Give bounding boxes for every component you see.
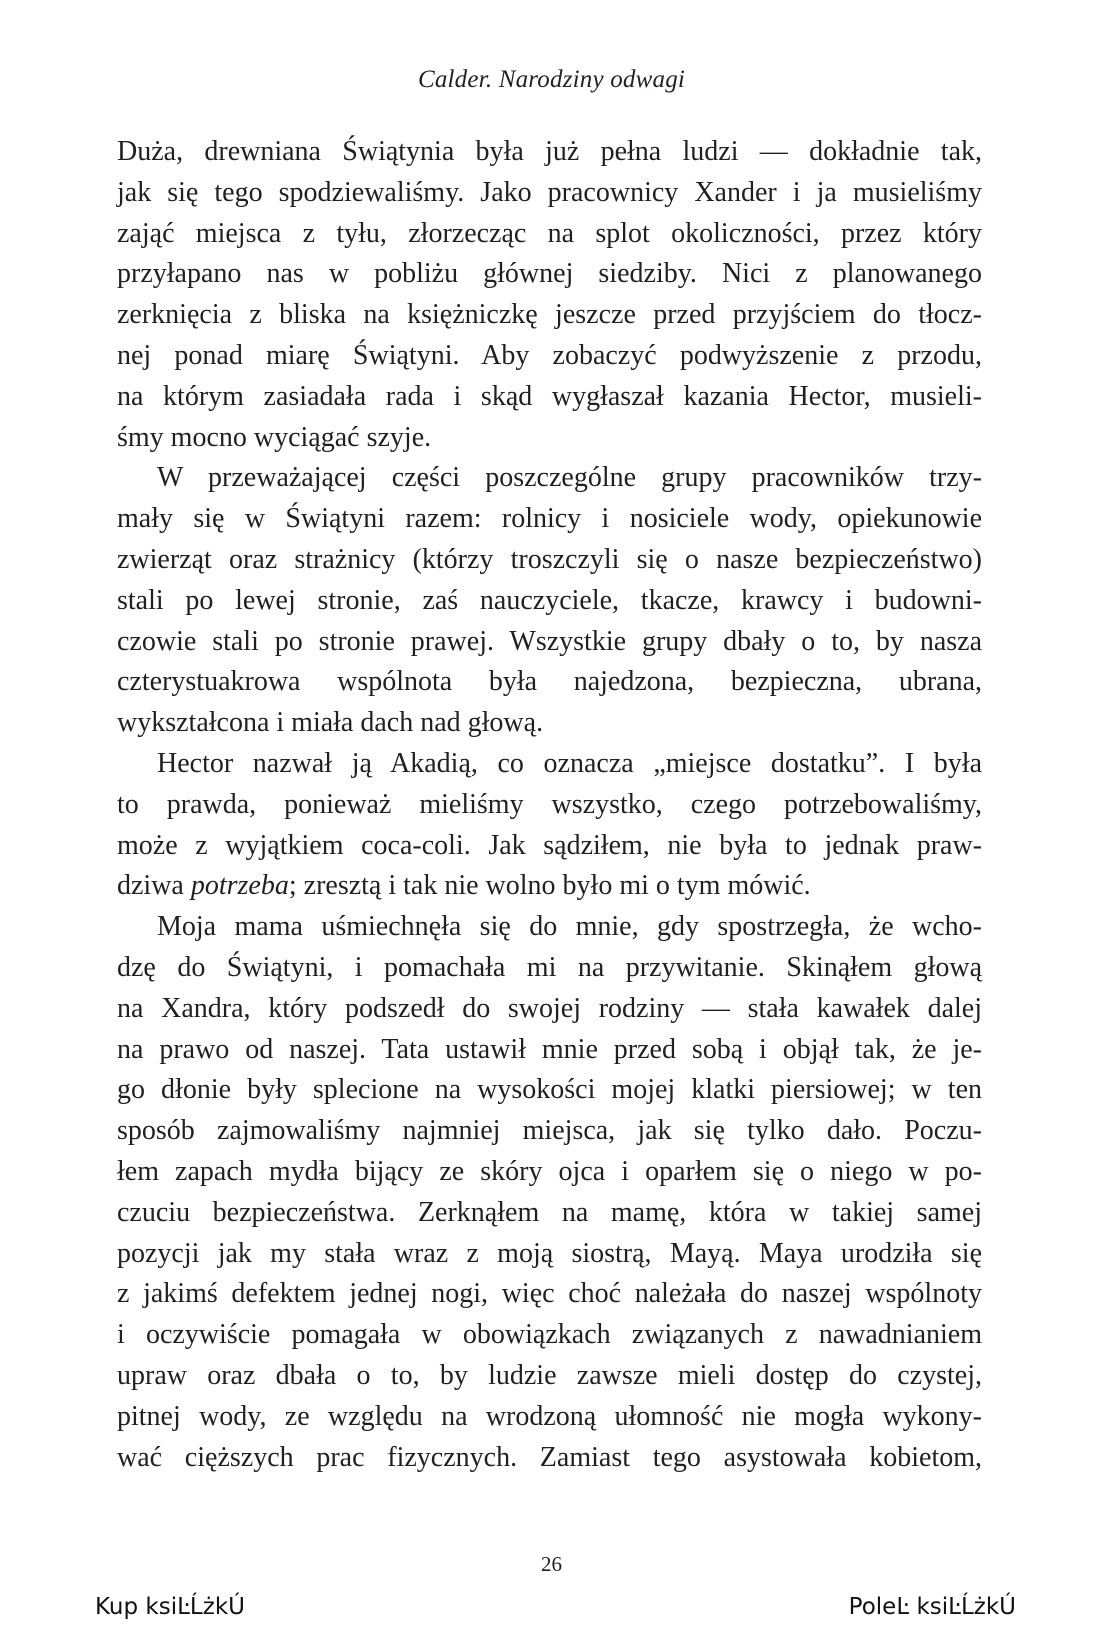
body-text (117, 132, 982, 1478)
text-line: dzę do Świątyni, i pomachała mi na przywitanie. Skinąłem głową (117, 951, 982, 983)
text-line-with-emphasis (117, 866, 982, 907)
recommend-book-link[interactable]: PoleĿ ksiĿĹżkÚ (848, 1594, 1016, 1620)
text-line: czuciu bezpieczeństwa. Zerknąłem na mamę, która w takiej samej (117, 1196, 982, 1228)
text-line: łem zapach mydła bijący ze skóry ojca i oparłem się o niego w po- (117, 1155, 982, 1187)
text-line: sposób zajmowaliśmy najmniej miejsca, jak się tylko dało. Poczu- (117, 1115, 982, 1147)
paragraph-2 (117, 458, 982, 744)
paragraph-1 (117, 132, 982, 458)
running-header: Calder. Narodziny odwagi (417, 66, 686, 93)
text-line: Duża, drewniana Świątynia była już pełna ludzi — dokładnie tak, (117, 136, 982, 167)
text-line: W przeważającej części poszczególne grupy pracowników trzy- (157, 462, 982, 494)
text-line: śmy mocno wyciągać szyje. (117, 421, 432, 453)
text-line: wać cięższych prac fizycznych. Zamiast tego asystowała kobietom, (117, 1441, 982, 1473)
text-line: pitnej wody, ze względu na wrodzoną ułomność nie mogła wykony- (117, 1400, 982, 1432)
text-line: zająć miejsca z tyłu, złorzecząc na splot okoliczności, przez który (117, 217, 982, 249)
emphasized-word: potrzeba (190, 870, 289, 902)
text-line: upraw oraz dbała o to, by ludzie zawsze mieli dostęp do czystej, (117, 1359, 982, 1391)
text-line: stali po lewej stronie, zaś nauczyciele, tkacze, krawcy i budowni- (117, 584, 982, 616)
text-line: wykształcona i miała dach nad głową. (117, 707, 544, 739)
paragraph-3 (117, 744, 982, 907)
text-line: go dłonie były splecione na wysokości mojej klatki piersiowej; w ten (117, 1074, 982, 1106)
text-line: nej ponad miarę Świątyni. Aby zobaczyć podwyższenie z przodu, (117, 339, 982, 371)
text-line: może z wyjątkiem coca-coli. Jak sądziłem, nie była to jednak praw- (117, 829, 982, 861)
line-segment: dziwa (117, 870, 191, 902)
text-line: na którym zasiadała rada i skąd wygłaszał kazania Hector, musieli- (117, 380, 982, 412)
text-line: na Xandra, który podszedł do swojej rodziny — stała kawałek dalej (117, 992, 982, 1024)
paragraph-4 (117, 907, 982, 1478)
text-line: Hector nazwał ją Akadią, co oznacza „miejsce dostatku”. I była (157, 747, 982, 779)
text-line: z jakimś defektem jednej nogi, więc choć należała do naszej wspólnoty (117, 1278, 982, 1310)
text-line: to prawda, ponieważ mieliśmy wszystko, czego potrzebowaliśmy, (117, 788, 982, 820)
text-line: jak się tego spodziewaliśmy. Jako pracownicy Xander i ja musieliśmy (117, 176, 982, 208)
text-line: czowie stali po stronie prawej. Wszystkie grupy dbały o to, by nasza (117, 625, 982, 657)
text-line: pozycji jak my stała wraz z moją siostrą, Mayą. Maya urodziła się (117, 1237, 982, 1269)
line-segment: ; zresztą i tak nie wolno było mi o tym mówić. (288, 870, 811, 902)
text-line: zerknięcia z bliska na księżniczkę jeszcze przed przyjściem do tłocz- (117, 299, 982, 331)
buy-book-link[interactable]: Kup ksiĿĹżkÚ (95, 1594, 245, 1620)
text-line: mały się w Świątyni razem: rolnicy i nosiciele wody, opiekunowie (117, 503, 982, 535)
text-line: czterystuakrowa wspólnota była najedzona, bezpieczna, ubrana, (117, 666, 982, 698)
text-line: na prawo od naszej. Tata ustawił mnie przed sobą i objął tak, że je- (117, 1033, 982, 1065)
text-line: zwierząt oraz strażnicy (którzy troszczyli się o nasze bezpieczeństwo) (117, 543, 982, 575)
text-line: przyłapano nas w pobliżu głównej siedziby. Nici z planowanego (117, 258, 982, 290)
page-number: 26 (541, 1552, 562, 1576)
text-line: Moja mama uśmiechnęła się do mnie, gdy spostrzegła, że wcho- (157, 911, 982, 943)
text-line: i oczywiście pomagała w obowiązkach związanych z nawadnianiem (117, 1319, 982, 1351)
